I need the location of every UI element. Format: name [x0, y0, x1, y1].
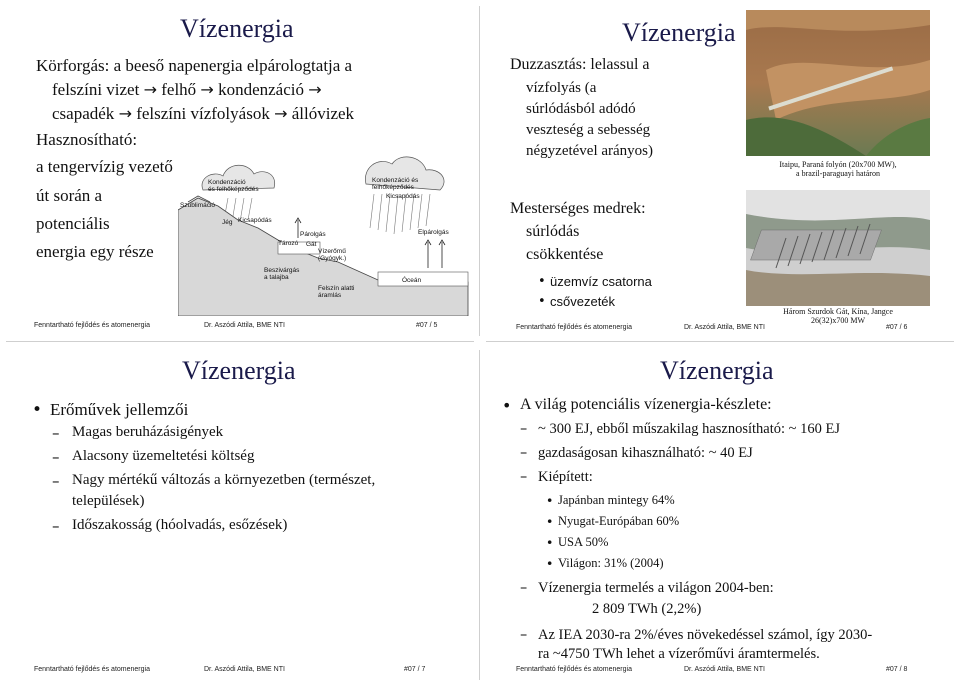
list-item	[52, 517, 288, 535]
right-arrow-icon: →	[308, 80, 322, 99]
diagram-label: Beszivárgás	[264, 267, 300, 274]
list-item	[52, 472, 376, 490]
footer-left: Fenntartható fejlődés és atomenergia	[516, 324, 632, 331]
text-line: Duzzasztás: lelassul a	[510, 56, 650, 73]
diagram-label: Gát	[306, 241, 317, 248]
list-item	[52, 424, 224, 442]
list-item-continuation: települések)	[72, 493, 145, 509]
dash-icon: –	[52, 472, 60, 490]
right-arrow-icon: →	[118, 104, 132, 123]
text-line: Körforgás: a beeső napenergia elpárologtatja a	[36, 56, 353, 75]
list-item-continuation: 2 809 TWh (2,2%)	[592, 601, 702, 617]
list-item-label: csővezeték	[550, 294, 616, 309]
slide-footer	[34, 322, 474, 332]
slide-divider-horizontal-left	[6, 341, 474, 342]
diagram-label: Tározó	[278, 240, 299, 247]
bullet-icon: •	[32, 400, 43, 420]
slide-title: Vízenergia	[622, 18, 736, 47]
dash-icon: –	[52, 448, 60, 466]
diagram-label: Párolgás	[300, 231, 326, 238]
diagram-label: Szublimáció	[180, 202, 216, 209]
page-number: #07 / 6	[886, 324, 908, 331]
ocean	[378, 272, 468, 286]
dash-icon: –	[520, 445, 528, 461]
list-item-label: ~ 300 EJ, ebből műszakilag hasznosítható: ~ 160 EJ	[538, 421, 841, 437]
svg-text:Vízerőmű(Gyógyk.)	[318, 248, 346, 262]
text-line	[52, 104, 354, 124]
list-item-label: Az IEA 2030-ra 2%/éves növekedéssel számol, így 2030-	[538, 627, 873, 643]
text-line: súrlódás	[526, 223, 580, 240]
sub-list-item	[546, 514, 680, 529]
sub-list-item	[546, 493, 675, 508]
diagram-label: Kicsapódás	[386, 193, 420, 200]
caption-line: Itaipu, Paraná folyón (20x700 MW),	[779, 160, 897, 169]
list-item	[520, 469, 593, 486]
diagram-label: áramlás	[318, 292, 342, 299]
slide-title: Vízenergia	[180, 14, 294, 43]
dash-icon: –	[520, 627, 528, 643]
text-line: út során a	[36, 186, 103, 205]
dash-icon: –	[52, 517, 60, 535]
slide-title: Vízenergia	[182, 356, 296, 385]
sub-list-item	[546, 556, 664, 571]
list-item-label: üzemvíz csatorna	[550, 274, 652, 289]
bullet-label: A világ potenciális vízenergia-készlete:	[520, 396, 772, 413]
slide-7	[0, 344, 478, 684]
bullet-icon: •	[502, 396, 512, 415]
footer-left: Fenntartható fejlődés és atomenergia	[34, 666, 150, 673]
diagram-label: Kondenzáció és	[372, 177, 419, 184]
dash-icon: –	[52, 424, 60, 442]
list-item-label: Időszakosság (hóolvadás, esőzések)	[72, 517, 288, 533]
text-fragment: felszíni vizet	[52, 80, 140, 99]
text-fragment: csapadék	[52, 104, 115, 123]
page-number: #07 / 8	[886, 666, 908, 673]
footer-left: Fenntartható fejlődés és atomenergia	[34, 322, 150, 329]
slide-title: Vízenergia	[660, 356, 774, 385]
bullet-label: Erőművek jellemzői	[50, 400, 189, 419]
bullet-icon: •	[538, 274, 546, 289]
diagram-label: Elpárolgás	[418, 229, 449, 236]
text-line: vízfolyás (a	[526, 80, 597, 96]
photo-caption	[746, 307, 930, 325]
text-line	[52, 80, 322, 100]
footer-center: Dr. Aszódi Attila, BME NTI	[204, 666, 285, 673]
slide-divider-vertical-top	[479, 6, 480, 336]
list-item	[52, 448, 255, 466]
text-line: négyzetével arányos)	[526, 143, 654, 159]
diagram-label: (Gyógyk.)	[318, 255, 347, 262]
bullet-icon: •	[546, 514, 554, 529]
slide-footer	[516, 666, 956, 676]
footer-center: Dr. Aszódi Attila, BME NTI	[684, 324, 765, 331]
sub-list-item	[546, 535, 609, 550]
text-line: potenciális	[36, 214, 110, 233]
footer-left: Fenntartható fejlődés és atomenergia	[516, 666, 632, 673]
slide-footer	[34, 666, 474, 676]
slide-5	[0, 0, 478, 338]
bullet-icon: •	[538, 294, 546, 309]
sub-list-item-label: USA 50%	[558, 535, 609, 549]
footer-center: Dr. Aszódi Attila, BME NTI	[204, 322, 285, 329]
list-item	[520, 627, 873, 644]
diagram-label: Vízerőmű	[318, 248, 346, 255]
slide-divider-horizontal-right	[486, 341, 954, 342]
text-line: a tengervízig vezető	[36, 157, 173, 176]
diagram-label: Óceán	[402, 277, 422, 284]
list-item-label: Magas beruházásigények	[72, 424, 224, 440]
text-line: súrlódásból adódó	[526, 101, 636, 117]
bullet-item	[502, 396, 772, 415]
right-arrow-icon: →	[143, 80, 157, 99]
photo-caption	[746, 160, 930, 178]
list-item	[520, 580, 774, 597]
three-gorges-dam-photo	[746, 190, 930, 306]
list-item-label: Kiépített:	[538, 469, 593, 485]
bullet-icon: •	[546, 556, 554, 571]
text-line: energia egy része	[36, 242, 154, 261]
svg-text:Kondenzáció ésfelhőképződés	[372, 177, 419, 191]
sub-list-item-label: Nyugat-Európában 60%	[558, 514, 680, 528]
list-item-continuation: ra ~4750 TWh lehet a vízerőművi áramtermelés.	[538, 646, 820, 662]
list-item	[538, 274, 652, 289]
list-item	[538, 294, 616, 309]
bullet-icon: •	[546, 535, 554, 550]
diagram-label: a talajba	[264, 274, 289, 281]
text-line: veszteség a sebesség	[526, 122, 651, 138]
diagram-label: felhőképződés	[372, 184, 414, 191]
diagram-label: és felhőképződés	[208, 186, 259, 193]
text-line: Mesterséges medrek:	[510, 200, 646, 217]
dash-icon: –	[520, 469, 528, 485]
caption-line: a brazil-paraguayi határon	[796, 169, 880, 178]
caption-line: 26(32)x700 MW	[811, 316, 865, 325]
dash-icon: –	[520, 421, 528, 437]
bullet-icon: •	[546, 493, 554, 508]
slide-divider-vertical-bottom	[479, 350, 480, 680]
list-item	[520, 421, 841, 438]
list-item-label: Nagy mértékű változás a környezetben (természet,	[72, 472, 376, 488]
list-item-label: gazdaságosan kihasználható: ~ 40 EJ	[538, 445, 753, 461]
diagram-label: Kicsapódás	[238, 217, 272, 224]
caption-line: Három Szurdok Gát, Kína, Jangce	[783, 307, 893, 316]
rain-right	[370, 194, 430, 234]
footer-center: Dr. Aszódi Attila, BME NTI	[684, 666, 765, 673]
diagram-label: Felszín alatti	[318, 285, 355, 292]
sub-list-item-label: Világon: 31% (2004)	[558, 556, 664, 570]
slide-6	[482, 0, 960, 338]
text-fragment: felhő	[161, 80, 197, 99]
slide-8	[482, 344, 960, 684]
sub-list-item-label: Japánban mintegy 64%	[558, 493, 675, 507]
diagram-label: Kondenzáció	[208, 179, 246, 186]
list-item	[520, 445, 753, 462]
dash-icon: –	[520, 580, 528, 596]
text-fragment: állóvizek	[291, 104, 355, 123]
list-item-label: Vízenergia termelés a világon 2004-ben:	[538, 580, 774, 596]
list-item-label: Alacsony üzemeltetési költség	[72, 448, 255, 464]
page-number: #07 / 7	[404, 666, 426, 673]
right-arrow-icon: →	[200, 80, 214, 99]
water-cycle-diagram	[178, 150, 470, 316]
bullet-item	[32, 400, 189, 420]
text-line: csökkentése	[526, 246, 604, 263]
right-arrow-icon: →	[274, 104, 288, 123]
diagram-label: Jég	[222, 219, 233, 226]
text-fragment: kondenzáció	[218, 80, 304, 99]
itaipu-dam-photo	[746, 10, 930, 156]
slide-footer	[516, 324, 956, 334]
text-fragment: felszíni vízfolyások	[136, 104, 270, 123]
text-line: Hasznosítható:	[36, 130, 138, 149]
page-number: #07 / 5	[416, 322, 438, 329]
